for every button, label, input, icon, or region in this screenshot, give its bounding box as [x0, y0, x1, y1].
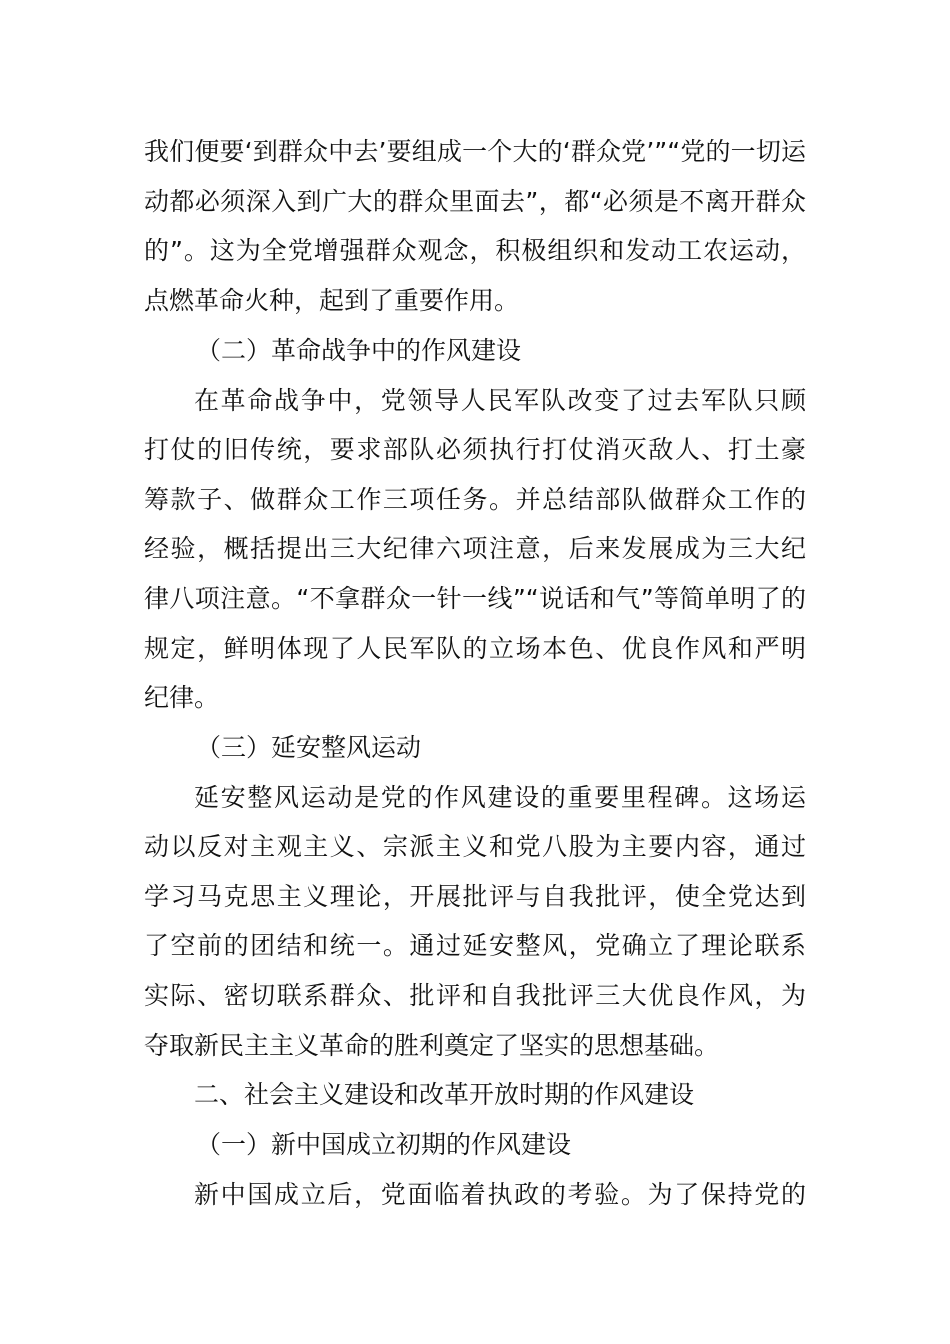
paragraph-line: 的”。这为全党增强群众观念，积极组织和发动工农运动， — [144, 236, 806, 265]
paragraph-line: 点燃革命火种，起到了重要作用。 — [144, 286, 520, 315]
paragraph-line: 实际、密切联系群众、批评和自我批评三大优良作风，为 — [144, 981, 806, 1010]
paragraph-line: 纪律。 — [144, 683, 220, 712]
paragraph-line: 我们便要‘到群众中去’要组成一个大的‘群众党’”“党的一切运 — [144, 137, 806, 166]
paragraph-line: 经验，概括提出三大纪律六项注意，后来发展成为三大纪 — [144, 534, 806, 563]
paragraph-line: 律八项注意。“不拿群众一针一线”“说话和气”等简单明了的 — [144, 584, 806, 613]
paragraph-line: 在革命战争中，党领导人民军队改变了过去军队只顾 — [194, 386, 806, 415]
chapter-heading: 二、社会主义建设和改革开放时期的作风建设 — [194, 1080, 695, 1109]
paragraph-line: 打仗的旧传统，要求部队必须执行打仗消灭敌人、打土豪 — [144, 435, 806, 464]
paragraph-line: 动以反对主观主义、宗派主义和党八股为主要内容，通过 — [144, 832, 806, 861]
paragraph-line: 延安整风运动是党的作风建设的重要里程碑。这场运 — [194, 783, 806, 812]
section-heading: （三）延安整风运动 — [196, 733, 422, 762]
paragraph-line: 动都必须深入到广大的群众里面去”，都“必须是不离开群众 — [144, 187, 806, 216]
section-heading: （二）革命战争中的作风建设 — [196, 336, 522, 365]
paragraph-line: 规定，鲜明体现了人民军队的立场本色、优良作风和严明 — [144, 634, 806, 663]
paragraph-line: 学习马克思主义理论，开展批评与自我批评，使全党达到 — [144, 882, 806, 911]
paragraph-line: 夺取新民主主义革命的胜利奠定了坚实的思想基础。 — [144, 1031, 720, 1060]
paragraph-line: 筹款子、做群众工作三项任务。并总结部队做群众工作的 — [144, 485, 806, 514]
paragraph-line: 新中国成立后，党面临着执政的考验。为了保持党的 — [194, 1180, 806, 1209]
paragraph-line: 了空前的团结和统一。通过延安整风，党确立了理论联系 — [144, 931, 806, 960]
section-heading: （一）新中国成立初期的作风建设 — [196, 1130, 572, 1159]
